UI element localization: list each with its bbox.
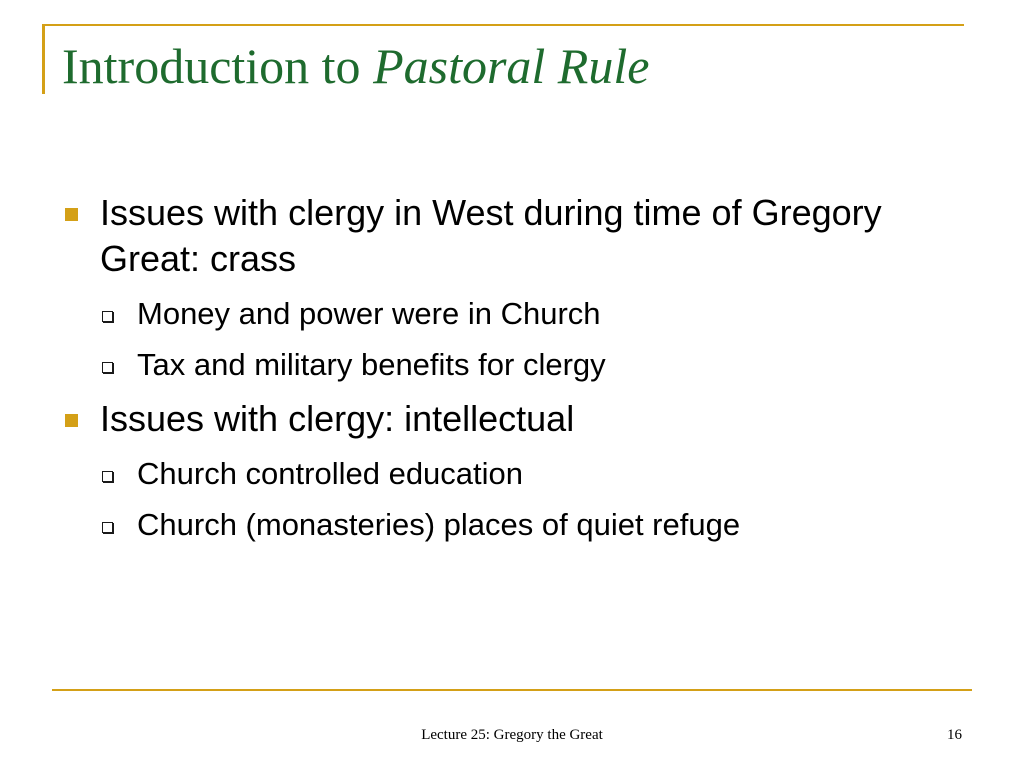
title-italic-work: Pastoral Rule (373, 38, 650, 94)
sub-bullet-text: Church controlled education (137, 456, 524, 491)
hollow-square-bullet-icon (102, 522, 113, 533)
sub-bullet-text: Tax and military benefits for clergy (137, 347, 606, 382)
bullet-item (62, 190, 942, 282)
sub-bullet-list (62, 288, 942, 390)
title-prefix: Introduction to (62, 38, 374, 94)
hollow-square-bullet-icon (102, 471, 113, 482)
page-number: 16 (947, 727, 962, 743)
square-bullet-icon (65, 208, 78, 221)
hollow-square-bullet-icon (102, 362, 113, 373)
sub-bullet-item (62, 499, 942, 550)
bullet-content (62, 190, 942, 556)
bullet-item (62, 396, 942, 442)
sub-bullet-text: Church (monasteries) places of quiet refuge (137, 507, 741, 542)
square-bullet-icon (65, 414, 78, 427)
sub-bullet-list (62, 448, 942, 550)
slide-title (62, 36, 649, 96)
sub-bullet-item (62, 448, 942, 499)
top-frame-rule (43, 24, 964, 26)
hollow-square-bullet-icon (102, 311, 113, 322)
footer-lecture-title: Lecture 25: Gregory the Great (421, 727, 603, 743)
bullet-text: Issues with clergy: intellectual (100, 398, 575, 439)
bullet-text: Issues with clergy in West during time of Gregory Great: crass (100, 192, 882, 279)
sub-bullet-item (62, 288, 942, 339)
sub-bullet-text: Money and power were in Church (137, 296, 601, 331)
left-frame-rule (42, 24, 45, 94)
sub-bullet-item (62, 339, 942, 390)
footer-rule (52, 689, 972, 691)
